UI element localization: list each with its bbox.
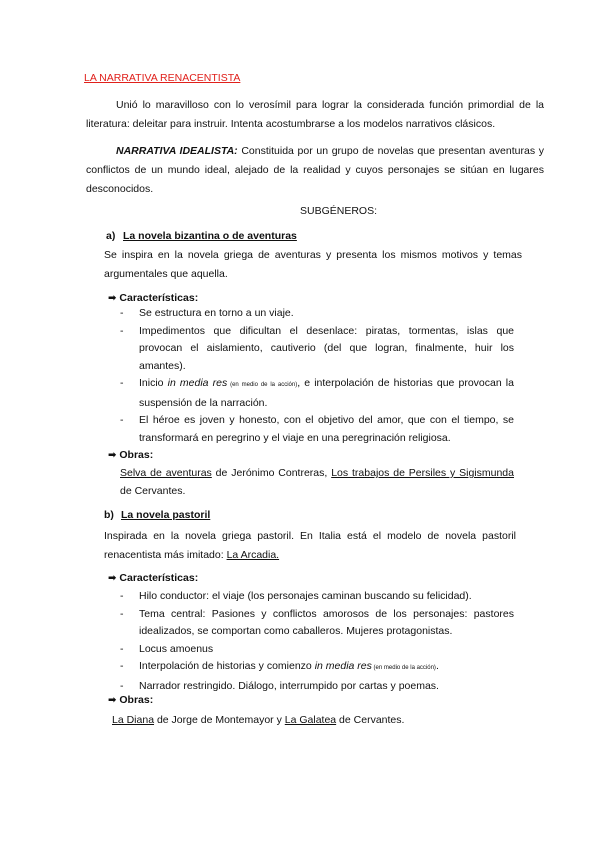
feature-text: .: [435, 660, 439, 672]
feature-small: (en medio de la acción): [227, 382, 298, 388]
feature-small: (en medio de la acción): [371, 665, 436, 671]
work-title: La Galatea: [284, 714, 337, 726]
subgeneros-heading: SUBGÉNEROS:: [300, 205, 378, 217]
section-b-heading: [104, 509, 210, 521]
section-b-features-label: Características:: [119, 572, 199, 584]
feature-text: Tema central: Pasiones y conflictos amorosos de los personajes: pastores idealizados, se comportan como caballeros. Mujeres protagonistas.: [139, 607, 514, 637]
section-b-features-heading: [108, 572, 198, 584]
dash-bullet: -: [120, 307, 124, 319]
work-author: de Cervantes.: [120, 484, 186, 497]
section-a-works-label: Obras:: [119, 449, 154, 461]
list-item: [120, 305, 514, 323]
dash-bullet: -: [120, 414, 124, 426]
document-title: LA NARRATIVA RENACENTISTA: [84, 72, 241, 84]
list-item: [120, 412, 514, 447]
feature-text: Inicio: [139, 377, 168, 389]
section-a-name: La novela bizantina o de aventuras: [123, 230, 297, 242]
list-item: [120, 606, 514, 641]
section-a-features-list: [120, 305, 514, 447]
dash-bullet: -: [120, 590, 124, 602]
work-title: La Diana: [112, 714, 155, 726]
section-b-works: [112, 712, 532, 730]
section-a-features-label: Características:: [119, 292, 199, 304]
feature-italic: in media res: [314, 660, 372, 672]
work-title: La Arcadia.: [226, 549, 280, 561]
work-author: de Cervantes.: [336, 714, 405, 726]
feature-text: Interpolación de historias y comienzo: [139, 660, 315, 672]
dash-bullet: -: [120, 642, 124, 655]
feature-italic: in media res: [167, 377, 228, 389]
section-b-name: La novela pastoril: [121, 509, 211, 521]
work-title: Selva de aventuras: [120, 467, 212, 479]
dash-bullet: -: [120, 660, 124, 672]
list-item: [120, 658, 514, 678]
list-item: [120, 641, 514, 659]
feature-text: Impedimentos que dificultan el desenlace: piratas, tormentas, islas que provocan el aislamiento, cautiverio (del que logran, finalmente, huir los amantes).: [139, 324, 514, 372]
dash-bullet: -: [120, 679, 124, 692]
work-author: de Jorge de Montemayor y: [154, 714, 285, 726]
section-a-description: Se inspira en la novela griega de aventuras y presenta los mismos motivos y temas argumentales que aquella.: [104, 249, 522, 280]
feature-text: Hilo conductor: el viaje (los personajes caminan buscando su felicidad).: [139, 590, 472, 602]
section-a-features-heading: [108, 292, 198, 304]
arrow-icon: ➡: [108, 695, 117, 706]
idealista-text: Constituida por un grupo de novelas que presentan aventuras y conflictos de un mundo ideal, alejado de la realidad y cuyos personajes se sitúan en lugares desconocidos.: [86, 145, 544, 195]
section-a-works: [120, 465, 514, 500]
feature-text: Narrador restringido. Diálogo, interrumpido por cartas y poemas.: [139, 679, 439, 692]
feature-text: Se estructura en torno a un viaje.: [139, 307, 294, 319]
dash-bullet: -: [120, 607, 124, 620]
section-b-description: [104, 527, 516, 565]
arrow-icon: ➡: [108, 293, 117, 304]
section-a-works-heading: [108, 449, 153, 461]
section-a-letter: a): [106, 230, 116, 242]
section-b-works-heading: [108, 694, 153, 706]
intro-paragraph: Unió lo maravilloso con lo verosímil para lograr la considerada función primordial de la literatura: deleitar para instruir. Intenta acostumbrarse a los modelos narrativos clásicos.: [86, 99, 544, 130]
section-b-letter: b): [104, 509, 114, 521]
dash-bullet: -: [120, 377, 124, 389]
idealista-paragraph: [86, 142, 544, 199]
list-item: [120, 323, 514, 376]
work-author: de Jerónimo Contreras,: [211, 467, 332, 479]
feature-text: Locus amoenus: [139, 642, 214, 655]
arrow-icon: ➡: [108, 450, 117, 461]
dash-bullet: -: [120, 324, 124, 337]
list-item: [120, 375, 514, 412]
work-title: Los trabajos de Persiles y Sigismunda: [331, 467, 514, 479]
description-text: Inspirada en la novela griega pastoril. En Italia está el modelo de novela pastoril renacentista más imitado:: [104, 530, 516, 561]
section-a-heading: [106, 230, 297, 242]
feature-text: , e interpolación de historias que provocan la suspensión de la narración.: [139, 377, 514, 409]
list-item: [120, 678, 514, 696]
list-item: [120, 588, 514, 606]
feature-text: El héroe es joven y honesto, con el objetivo del amor, que con el tiempo, se transformará en peregrino y el viaje en una peregrinación religiosa.: [139, 414, 514, 444]
section-b-features-list: [120, 588, 514, 695]
section-b-works-label: Obras:: [119, 694, 154, 706]
arrow-icon: ➡: [108, 573, 117, 584]
idealista-label: NARRATIVA IDEALISTA:: [116, 145, 238, 157]
